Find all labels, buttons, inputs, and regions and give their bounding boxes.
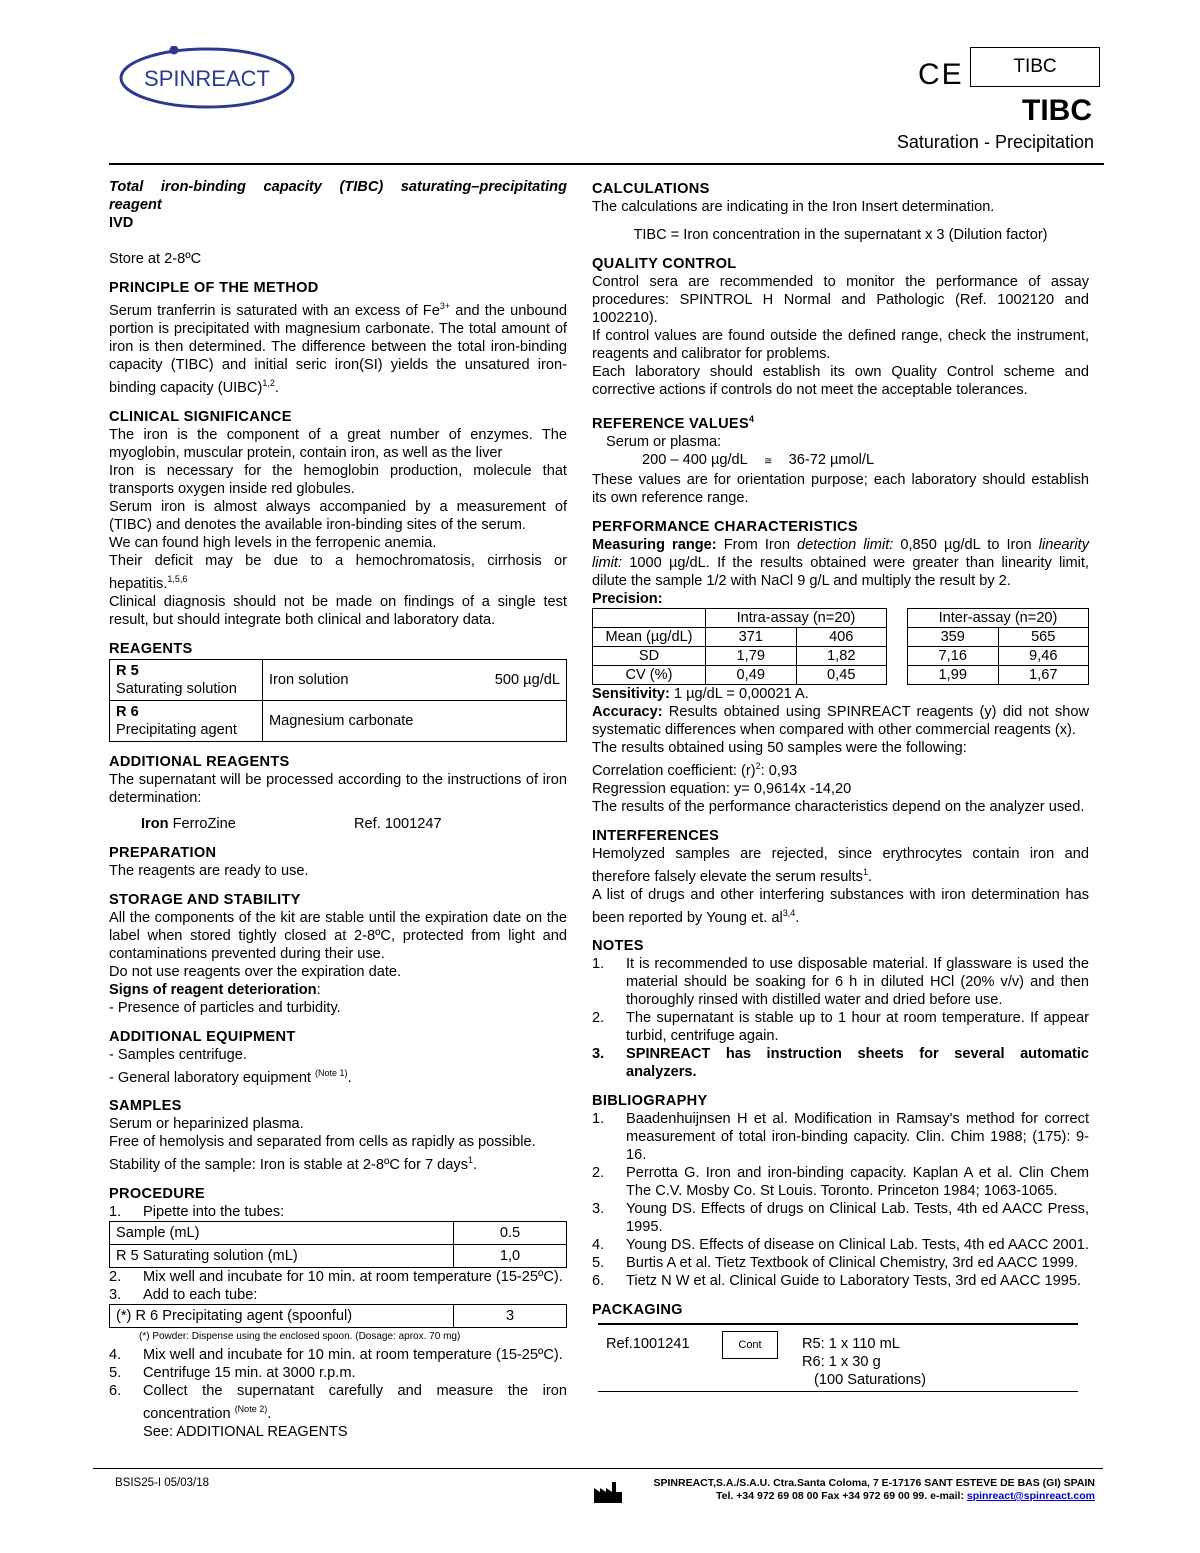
left-column	[109, 178, 567, 1441]
table-row: R 5 Saturating solution (mL) 1,0	[110, 1245, 567, 1268]
list-item: 6. Collect the supernatant carefully and measure the iron concentration $^{(Note 2)}$. See: ADDITIONAL REAGENTS	[109, 1383, 567, 1441]
preparation-heading: PREPARATION	[109, 844, 217, 861]
manufacturer-icon	[593, 1480, 623, 1504]
doc-code: BSIS25-I 05/03/18	[115, 1477, 209, 1489]
procedure-table-2	[109, 1304, 567, 1328]
principle-text: Serum tranferrin is saturated with an excess of $Fe^{3+}$ and the unbound portion is precipitated with magnesium carbonate. The total amount of iron is then determined. The difference between the total iron-binding capacity (TIBC) and initial seric iron(SI) yields the unsatured iron-binding capacity (UIBC)$^{1,2}$.	[109, 301, 567, 396]
procedure-heading: PROCEDURE	[109, 1186, 205, 1203]
clinical-p1: The iron is the component of a great number of enzymes. The myoglobin, muscular protein, contain iron, as well as the liver	[109, 426, 567, 461]
sensitivity: Sensitivity: 1 µg/dL = 0,00021 A.	[592, 685, 809, 702]
list-item: 3. SPINREACT has instruction sheets for several automatic analyzers.	[592, 1046, 1089, 1081]
accuracy-p3: Correlation coefficient: $(r)^2$: 0,93	[592, 760, 798, 779]
qc-p1: Control sera are recommended to monitor the performance of assay procedures: SPINTROL H Normal and Pathologic (Ref. 1002120 and 1002210).	[592, 274, 1089, 326]
right-column	[592, 178, 1089, 1392]
performance-heading: PERFORMANCE CHARACTERISTICS	[592, 518, 858, 535]
list-item: 4. Young DS. Effects of disease on Clinical Lab. Tests, 4th ed AACC 2001.	[592, 1237, 1089, 1254]
storage-heading: STORAGE AND STABILITY	[109, 891, 301, 908]
interferences-heading: INTERFERENCES	[592, 827, 720, 844]
footer-rule	[93, 1468, 1103, 1469]
calculations-text: The calculations are indicating in the Iron Insert determination.	[592, 199, 995, 215]
interferences-p2: A list of drugs and other interfering substances with iron determination has been reported by Young et. al$^{3,4}$.	[592, 886, 1089, 926]
table-row: R 5 Saturating solution Iron solution 500 µg/dL	[110, 659, 567, 700]
preparation-text: The reagents are ready to use.	[109, 862, 309, 879]
qc-heading: QUALITY CONTROL	[592, 256, 737, 272]
storage-signs: Signs of reagent deterioration:	[109, 981, 321, 998]
accuracy-p4: Regression equation: y= 0,9614x -14,20	[592, 780, 852, 797]
accuracy-p2: The results obtained using 50 samples were the following:	[592, 739, 967, 756]
calculations-heading: CALCULATIONS	[592, 181, 710, 197]
product-name: Total iron-binding capacity (TIBC) saturating–precipitating reagent	[109, 179, 567, 213]
equipment-heading: ADDITIONAL EQUIPMENT	[109, 1028, 296, 1045]
packaging-cont-box: Cont	[722, 1331, 778, 1359]
reference-sample: Serum or plasma:	[606, 433, 722, 450]
list-item: 3. Add to each tube:	[109, 1287, 258, 1304]
clinical-p4: We can found high levels in the ferropenic anemia.	[109, 534, 437, 551]
principle-heading: PRINCIPLE OF THE METHOD	[109, 280, 319, 296]
reagents-table	[109, 659, 567, 742]
list-item: 2. The supernatant is stable up to 1 hour at room temperature. If appear turbid, centrifuge again.	[592, 1010, 1089, 1045]
equipment-item: - Samples centrifuge.	[109, 1046, 247, 1063]
additional-reagents-heading: ADDITIONAL REAGENTS	[109, 753, 290, 770]
procedure-note: (*) Powder: Dispense using the enclosed spoon. (Dosage: aprox. 70 mg)	[139, 1331, 461, 1343]
header-rule	[109, 163, 1104, 165]
iron-reagent-line: Iron FerroZine Ref. 1001247	[141, 815, 442, 832]
page-subtitle: Saturation - Precipitation	[896, 132, 1094, 152]
list-item: 1. Pipette into the tubes:	[109, 1204, 285, 1221]
email-link[interactable]: spinreact@spinreact.com	[966, 1490, 1095, 1502]
samples-p3: Stability of the sample: Iron is stable at 2-8ºC for 7 days$^1$.	[109, 1155, 478, 1174]
footer-address: SPINREACT,S.A./S.A.U. Ctra.Santa Coloma, 7 E-17176 SANT ESTEVE DE BAS (GI) SPAIN Tel. +34 972 69 08 00 Fax +34 972 69 00 99. e-mail: spinreact@spinreact.com	[653, 1477, 1095, 1502]
list-item: 6. Tietz N W et al. Clinical Guide to Laboratory Tests, 3rd ed AACC 1995.	[592, 1273, 1082, 1290]
list-item: 1. Baadenhuijnsen H et al. Modification in Ramsay's method for correct measurement of total iron-binding capacity. Clin. Chim 1988; (175): 9-16.	[592, 1111, 1089, 1164]
precision-label: Precision:	[592, 590, 663, 607]
ivd-label: IVD	[109, 215, 134, 231]
list-item: 4. Mix well and incubate for 10 min. at room temperature (15-25ºC).	[109, 1347, 563, 1364]
list-item: 2. Perrotta G. Iron and iron-binding capacity. Kaplan A et al. Clin Chem The C.V. Mosby Co. St Louis. Toronto. Princeton 1984; 1063-1065.	[592, 1165, 1089, 1200]
samples-p2: Free of hemolysis and separated from cells as rapidly as possible.	[109, 1134, 536, 1151]
reference-range: 200 – 400 µg/dL ≅ 36-72 µmol/L	[642, 451, 875, 468]
bibliography-heading: BIBLIOGRAPHY	[592, 1093, 708, 1110]
table-row: CV (%) 0,49 0,45 1,99 1,67	[593, 665, 1089, 684]
samples-heading: SAMPLES	[109, 1098, 182, 1115]
measuring-range: Measuring range: From Iron detection limit: 0,850 µg/dL to Iron linearity limit: 1000 µg/dL. If the results obtained were greater than linearity limit, dilute the sample 1/2 with NaCl 9 g/L and multiply the result by 2.	[592, 536, 1090, 589]
table-row: Sample (mL) 0.5	[110, 1222, 567, 1245]
list-item: 2. Mix well and incubate for 10 min. at room temperature (15-25ºC).	[109, 1269, 563, 1286]
table-row: Mean (µg/dL) 371 406 359 565	[593, 627, 1089, 646]
list-item: 1. It is recommended to use disposable material. If glassware is used the material should be soaking for 6 h in diluted HCl (20% v/v) and then thoroughly rinsed with distilled water and dried before use.	[592, 956, 1089, 1009]
notes-list	[592, 955, 1089, 1081]
store-text: Store at 2-8ºC	[109, 251, 202, 267]
packaging-heading: PACKAGING	[592, 1302, 683, 1319]
clinical-p3: Serum iron is almost always accompanied by a measurement of (TIBC) and denotes the available iron-binding sites of the serum.	[109, 498, 567, 533]
clinical-heading: CLINICAL SIGNIFICANCE	[109, 408, 292, 425]
notes-heading: NOTES	[592, 938, 644, 955]
clinical-p5: Their deficit may be due to a hemochromatosis, cirrhosis or hepatitis.$^{1,5,6}$	[109, 552, 567, 592]
table-row: (*) R 6 Precipitating agent (spoonful) 3	[110, 1305, 567, 1328]
reference-heading: REFERENCE VALUES$^4$	[592, 414, 755, 432]
calculations-formula: TIBC = Iron concentration in the supernatant x 3 (Dilution factor)	[633, 227, 1048, 243]
reference-text: These values are for orientation purpose; each laboratory should establish its own reference range.	[592, 471, 1089, 506]
storage-p2: Do not use reagents over the expiration date.	[109, 963, 402, 980]
table-row: Intra-assay (n=20) Inter-assay (n=20)	[593, 608, 1089, 627]
storage-p3: - Presence of particles and turbidity.	[109, 999, 341, 1016]
list-item: 5. Centrifuge 15 min. at 3000 r.p.m.	[109, 1365, 356, 1382]
page-title: TIBC	[1022, 94, 1092, 127]
procedure-list	[109, 1203, 567, 1221]
table-row: SD 1,79 1,82 7,16 9,46	[593, 646, 1089, 665]
reagents-heading: REAGENTS	[109, 640, 193, 657]
clinical-p2: Iron is necessary for the hemoglobin production, molecule that transports oxygen inside red globules.	[109, 462, 567, 497]
accuracy-p5: The results of the performance characteristics depend on the analyzer used.	[592, 798, 1085, 815]
samples-p1: Serum or heparinized plasma.	[109, 1116, 304, 1133]
equipment-item: - General laboratory equipment $^{(Note 1)}$.	[109, 1067, 352, 1086]
storage-p1: All the components of the kit are stable until the expiration date on the label when stored tightly closed at 2-8ºC, protected from light and contaminations prevented during their use.	[109, 909, 567, 962]
svg-text:SPINREACT: SPINREACT	[144, 66, 270, 91]
accuracy: Accuracy: Results obtained using SPINREACT reagents (y) did not show systematic differences when compared with other commercial reagents (x).	[592, 703, 1089, 738]
packaging-box	[598, 1323, 1078, 1392]
spinreact-logo	[118, 46, 296, 110]
interferences-p1: Hemolyzed samples are rejected, since erythrocytes contain iron and therefore falsely elevate the serum results$^1$.	[592, 845, 1089, 885]
bibliography-list	[592, 1110, 1089, 1290]
ce-mark: CE	[918, 58, 964, 91]
list-item: 3. Young DS. Effects of drugs on Clinical Lab. Tests, 4th ed AACC Press, 1995.	[592, 1201, 1089, 1236]
qc-p2: If control values are found outside the defined range, check the instrument, reagents and calibrator for problems.	[592, 328, 1089, 362]
precision-table	[592, 608, 1089, 685]
additional-reagents-text: The supernatant will be processed according to the instructions of iron determination:	[109, 771, 567, 806]
list-item: 5. Burtis A et al. Tietz Textbook of Clinical Chemistry, 3rd ed AACC 1999.	[592, 1255, 1079, 1272]
packaging-contents: R5: 1 x 110 mL R6: 1 x 30 g (100 Saturations)	[802, 1336, 926, 1389]
qc-p3: Each laboratory should establish its own Quality Control scheme and corrective actions if controls do not meet the acceptable tolerances.	[592, 364, 1089, 398]
packaging-ref: Ref.1001241	[606, 1336, 690, 1353]
clinical-p6: Clinical diagnosis should not be made on findings of a single test result, but should integrate both clinical and laboratory data.	[109, 593, 567, 628]
code-box: TIBC	[970, 47, 1100, 87]
procedure-table-1	[109, 1221, 567, 1268]
table-row: R 6 Precipitating agent Magnesium carbonate	[110, 700, 567, 741]
